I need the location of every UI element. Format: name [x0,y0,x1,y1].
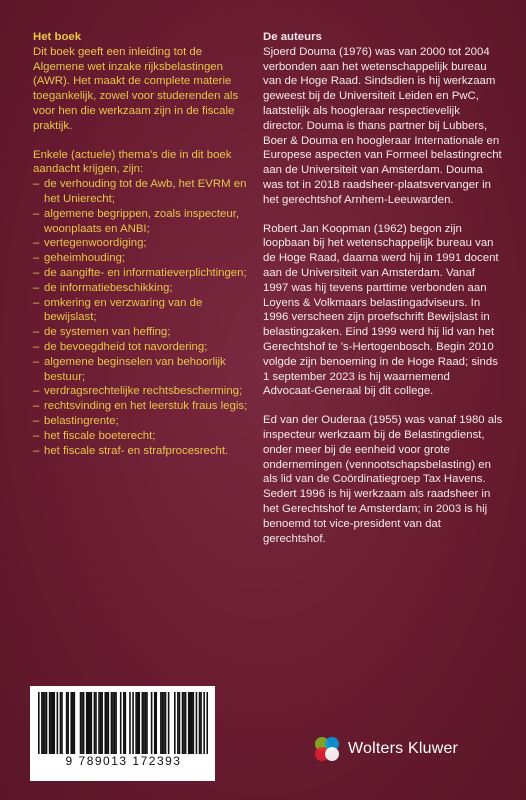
list-item: – de verhouding tot de Awb, het EVRM en het Unierecht; [33,177,248,207]
barcode-bar [123,692,125,754]
list-item: – algemene beginselen van behoorlijk bestuur; [33,355,248,385]
barcode-bar [206,692,208,754]
barcode-bar [189,692,191,754]
barcode-bar [100,692,102,754]
barcode-bar [135,692,137,754]
list-item: – het fiscale boeterecht; [33,429,248,444]
barcode-bar [142,692,144,754]
barcode-bar [185,692,187,754]
barcode-bar [112,692,114,754]
barcode-digits: 9 789013 172393 [65,754,182,768]
barcode-bar [60,692,62,754]
spacer [263,399,503,413]
barcode-bar [86,692,88,754]
barcode-bar [188,692,190,754]
barcode-bar [81,692,83,754]
barcode-bar [155,692,157,754]
barcode-bar [163,692,165,754]
barcode-bar [52,692,54,754]
barcode-bar [83,692,85,754]
book-intro: Dit boek geeft een inleiding tot de Algemene wet inzake rijksbelastingen (AWR). Het maakt de complete materie toegankelijk, zowel voor studerenden als voor hen die werkzaam zijn in de fiscale praktijk. [33,45,239,132]
list-item: – belastingrente; [33,414,248,429]
barcode-bar [199,692,201,754]
barcode-bar [38,692,40,754]
barcode-bar [111,692,113,754]
publisher-name: Wolters Kluwer [348,740,459,757]
barcode-bar [182,692,184,754]
list-item: – algemene begrippen, zoals inspecteur, woonplaats en ANBI; [33,207,248,237]
list-item: – het fiscale straf- en strafprocesrecht. [33,444,248,459]
barcode-bar [145,692,147,754]
barcode-bar [203,692,205,754]
list-item: – de systemen van heffing; [33,325,248,340]
barcode-bar [70,692,72,754]
barcode-bar [46,692,48,754]
spacer [263,208,503,222]
barcode-bar [174,692,176,754]
list-item: – rechtsvinding en het leerstuk fraus legis; [33,399,248,414]
barcode-bar [66,692,68,754]
barcode-bar [95,692,97,754]
list-item: – de informatiebeschikking; [33,281,248,296]
barcode-bar [120,692,122,754]
barcode-bar [114,692,116,754]
barcode-bar [106,692,108,754]
authors-heading: De auteurs [263,31,322,43]
barcode-bar [160,692,162,754]
author-bio-koopman: Robert Jan Koopman (1962) begon zijn loopbaan bij het wetenschappelijk bureau van de Hoge Raad, daarna werd hij in 1991 docent aan de Universiteit van Amsterdam. Vanaf 1997 was hij tevens parttime verbonden aan Loyens & Volkmaars belastingadviseurs. In 1996 verscheen zijn proefschrift Bewijslast in belastingzaken. Eind 1999 werd hij lid van het Gerechtshof te 's-Hertogenbosch. Begin 2010 volgde zijn benoeming in de Hoge Raad; sinds 1 september 2023 is hij waarnemend Advocaat-Generaal bij dit college. [263,222,499,398]
barcode-bar [104,692,106,754]
barcode-bar [183,692,185,754]
barcode-bar [57,692,59,754]
barcode-bar [91,692,93,754]
barcode-bar [108,692,110,754]
barcode-bar [50,692,52,754]
barcode-bar [72,692,74,754]
barcode-bar [154,692,156,754]
list-item: – verdragsrechtelijke rechtsbescherming; [33,384,248,399]
barcode-bar [44,692,46,754]
barcode-bar [162,692,164,754]
list-item: – omkering en verzwaring van de bewijslast; [33,296,248,326]
barcode-bar [101,692,103,754]
list-item: – de aangifte- en informatieverplichtingen; [33,266,248,281]
isbn-barcode [30,686,215,781]
barcode-bar [138,692,140,754]
barcode-bar [89,692,91,754]
barcode-bar [151,692,153,754]
barcode-bar [146,692,148,754]
list-item: – de bevoegdheid tot navordering; [33,340,248,355]
barcode-bar [137,692,139,754]
barcode-bar [98,692,100,754]
barcode-bar [41,692,43,754]
barcode-bar [196,692,198,754]
barcode-bar [115,692,117,754]
barcode-bar [94,692,96,754]
barcode-bar [129,692,131,754]
barcode-bar [53,692,55,754]
barcode-bar [43,692,45,754]
barcode-bar [200,692,202,754]
barcode-bar [80,692,82,754]
barcode-bar [193,692,195,754]
barcode-bar [165,692,167,754]
author-bio-douma: Sjoerd Douma (1976) was van 2000 tot 2004 verbonden aan het wetenschappelijk bureau van de Hoge Raad. Sindsdien is hij werkzaam geweest bij de Universiteit Leiden en PwC, laatstelijk als hoogleraar respectievelijk director. Douma is thans partner bij Lubbers, Boer & Douma en hoogleraar Internationale en Europese aspecten van Formeel belastingrecht aan de Universiteit van Amsterdam. Douma was tot in 2018 raadsheer-plaatsvervanger in het gerechtshof Arnhem-Leeuwarden. [263,45,502,206]
wolters-kluwer-logo-icon [312,734,342,764]
spacer [33,134,248,148]
barcode-bar [87,692,89,754]
book-description-column [33,30,248,458]
barcode-bar [74,692,76,754]
barcode-bar [125,692,127,754]
list-item: – vertegenwoordiging; [33,236,248,251]
barcode-bar [177,692,179,754]
barcode-bar [61,692,63,754]
author-bio-van-der-ouderaa: Ed van der Ouderaa (1955) was vanaf 1980 als inspecteur werkzaam bij de Belastingdienst, onder meer bij de eenheid voor grote ondernemingen (vennootschapsbelasting) en als lid van de Coördinatiegroep Tax Havens. Sedert 1996 is hij werkzaam als raadsheer in het Gerechtshof te Amsterdam; in 2003 is hij benoemd tot vice-president van dat gerechtshof. [263,414,503,545]
barcode-bar [49,692,51,754]
themes-list [33,177,248,458]
list-item: – geheimhouding; [33,251,248,266]
barcode-bar [168,692,170,754]
barcode-bar [191,692,193,754]
barcode-bar [179,692,181,754]
themes-intro: Enkele (actuele) thema's die in dit boek aandacht krijgen, zijn: [33,148,232,176]
barcode-bar [143,692,145,754]
authors-column [263,30,503,546]
barcode-bar [67,692,69,754]
barcode-bar [132,692,134,754]
publisher-logo [312,734,458,764]
book-heading: Het boek [33,31,82,43]
barcode-bars [38,692,208,754]
